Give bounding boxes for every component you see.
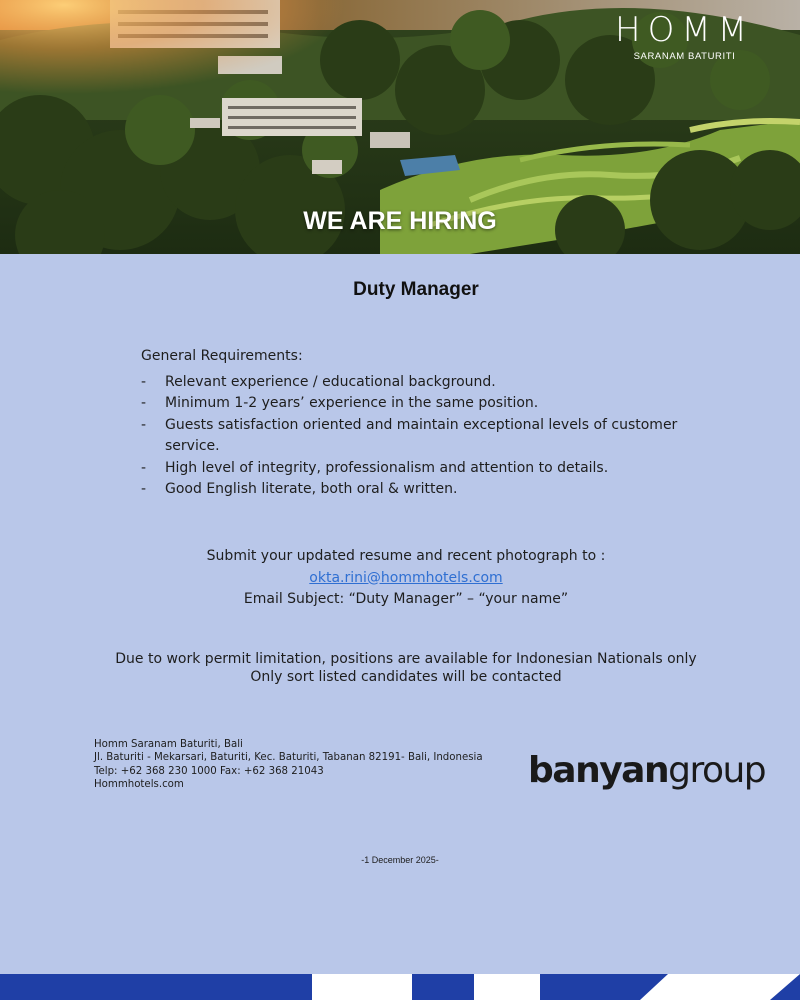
hiring-headline: WE ARE HIRING — [303, 207, 497, 235]
homm-logo — [615, 12, 754, 62]
hotel-address: Jl. Baturiti - Mekarsari, Baturiti, Kec. Baturiti, Tabanan 82191- Bali, Indonesia — [94, 752, 483, 764]
requirement-text: Relevant experience / educational background. — [165, 373, 496, 390]
logo-wordmark: HOMM — [615, 10, 754, 50]
bullet-dash: - — [141, 395, 147, 411]
requirement-text: Guests satisfaction oriented and maintain exceptional levels of customer service. — [165, 416, 678, 454]
requirement-text: Minimum 1-2 years’ experience in the same position. — [165, 395, 539, 411]
submission-section — [0, 546, 800, 611]
bullet-dash: - — [141, 373, 147, 390]
bullet-dash: - — [141, 416, 147, 433]
bullet-dash: - — [141, 459, 147, 476]
brand-part-2: group — [668, 750, 766, 791]
hotel-website: Hommhotels.com — [94, 779, 184, 791]
eligibility-notice — [0, 650, 800, 686]
email-subject: Email Subject: “Duty Manager” – “your name” — [243, 591, 569, 607]
notice-line-1: Due to work permit limitation, positions are available for Indonesian Nationals only — [115, 651, 697, 667]
requirement-item — [141, 458, 701, 480]
hotel-name: Homm Saranam Baturiti, Bali — [94, 739, 243, 750]
brand-part-1: banyan — [528, 750, 669, 791]
requirements-heading: General Requirements: — [141, 348, 303, 364]
footer-stripe-decoration — [0, 974, 800, 1000]
requirement-text: High level of integrity, professionalism and attention to details. — [165, 459, 609, 476]
requirement-item — [141, 393, 701, 415]
bullet-dash: - — [141, 481, 147, 497]
requirement-text: Good English literate, both oral & written. — [165, 481, 458, 497]
requirements-section — [141, 346, 701, 501]
requirement-item — [141, 415, 701, 458]
logo-subtitle: SARANAM BATURITI — [633, 51, 736, 62]
contact-block — [94, 738, 483, 792]
requirements-list — [141, 372, 701, 501]
submission-instruction: Submit your updated resume and recent photograph to : — [206, 548, 606, 564]
banyan-group-logo — [528, 750, 765, 791]
email-link[interactable]: okta.rini@hommhotels.com — [309, 569, 503, 586]
hero-banner — [0, 0, 800, 254]
stripe-block-2 — [412, 974, 474, 1000]
requirement-item — [141, 372, 701, 394]
posting-date: -1 December 2025- — [361, 855, 439, 865]
job-posting-body — [0, 254, 800, 974]
hotel-phone: Telp: +62 368 230 1000 Fax: +62 368 21043 — [94, 765, 324, 777]
requirement-item — [141, 479, 701, 501]
notice-line-2: Only sort listed candidates will be contacted — [250, 669, 562, 685]
position-title: Duty Manager — [353, 279, 479, 300]
stripe-block-1 — [0, 974, 312, 1000]
